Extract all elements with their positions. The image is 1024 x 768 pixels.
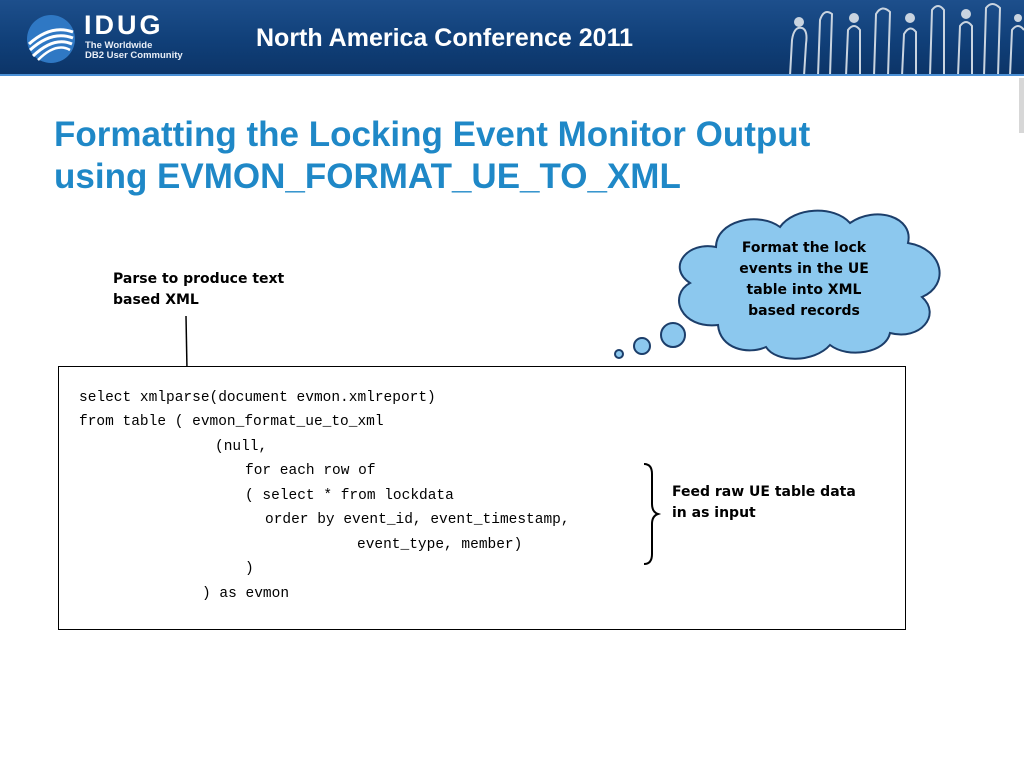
code-line: for each row of <box>245 463 376 479</box>
conference-title: North America Conference 2011 <box>256 24 634 52</box>
parse-callout: Parse to produce text based XML <box>113 271 285 308</box>
slide-edge-strip <box>1019 78 1024 133</box>
code-line: from table ( evmon_format_ue_to_xml <box>79 414 384 430</box>
logo-tagline: The Worldwide DB2 User Community <box>85 40 183 61</box>
logo-wordmark: IDUG <box>84 10 164 40</box>
slide-title-line-2: using EVMON_FORMAT_UE_TO_XML <box>54 157 681 196</box>
code-line: select xmlparse(document evmon.xmlreport) <box>79 390 436 406</box>
idug-globe-icon <box>26 14 76 64</box>
code-line: (null, <box>215 439 268 455</box>
code-line: ( select * from lockdata <box>245 488 454 504</box>
code-line: order by event_id, event_timestamp, <box>265 512 570 528</box>
right-brace-icon <box>640 462 662 566</box>
cloud-callout-text: Format the lock events in the UE table into XML based records <box>739 240 869 319</box>
header-banner <box>0 0 1024 76</box>
code-line: ) as evmon <box>202 586 290 602</box>
code-line: event_type, member) <box>357 537 523 553</box>
header-divider <box>0 74 1024 76</box>
slide-title-line-1: Formatting the Locking Event Monitor Output <box>54 115 811 154</box>
crowd-silhouette-image <box>770 0 1024 76</box>
slide-title <box>54 114 984 198</box>
feed-callout: Feed raw UE table data in as input <box>672 484 856 521</box>
code-line: ) <box>245 561 254 577</box>
